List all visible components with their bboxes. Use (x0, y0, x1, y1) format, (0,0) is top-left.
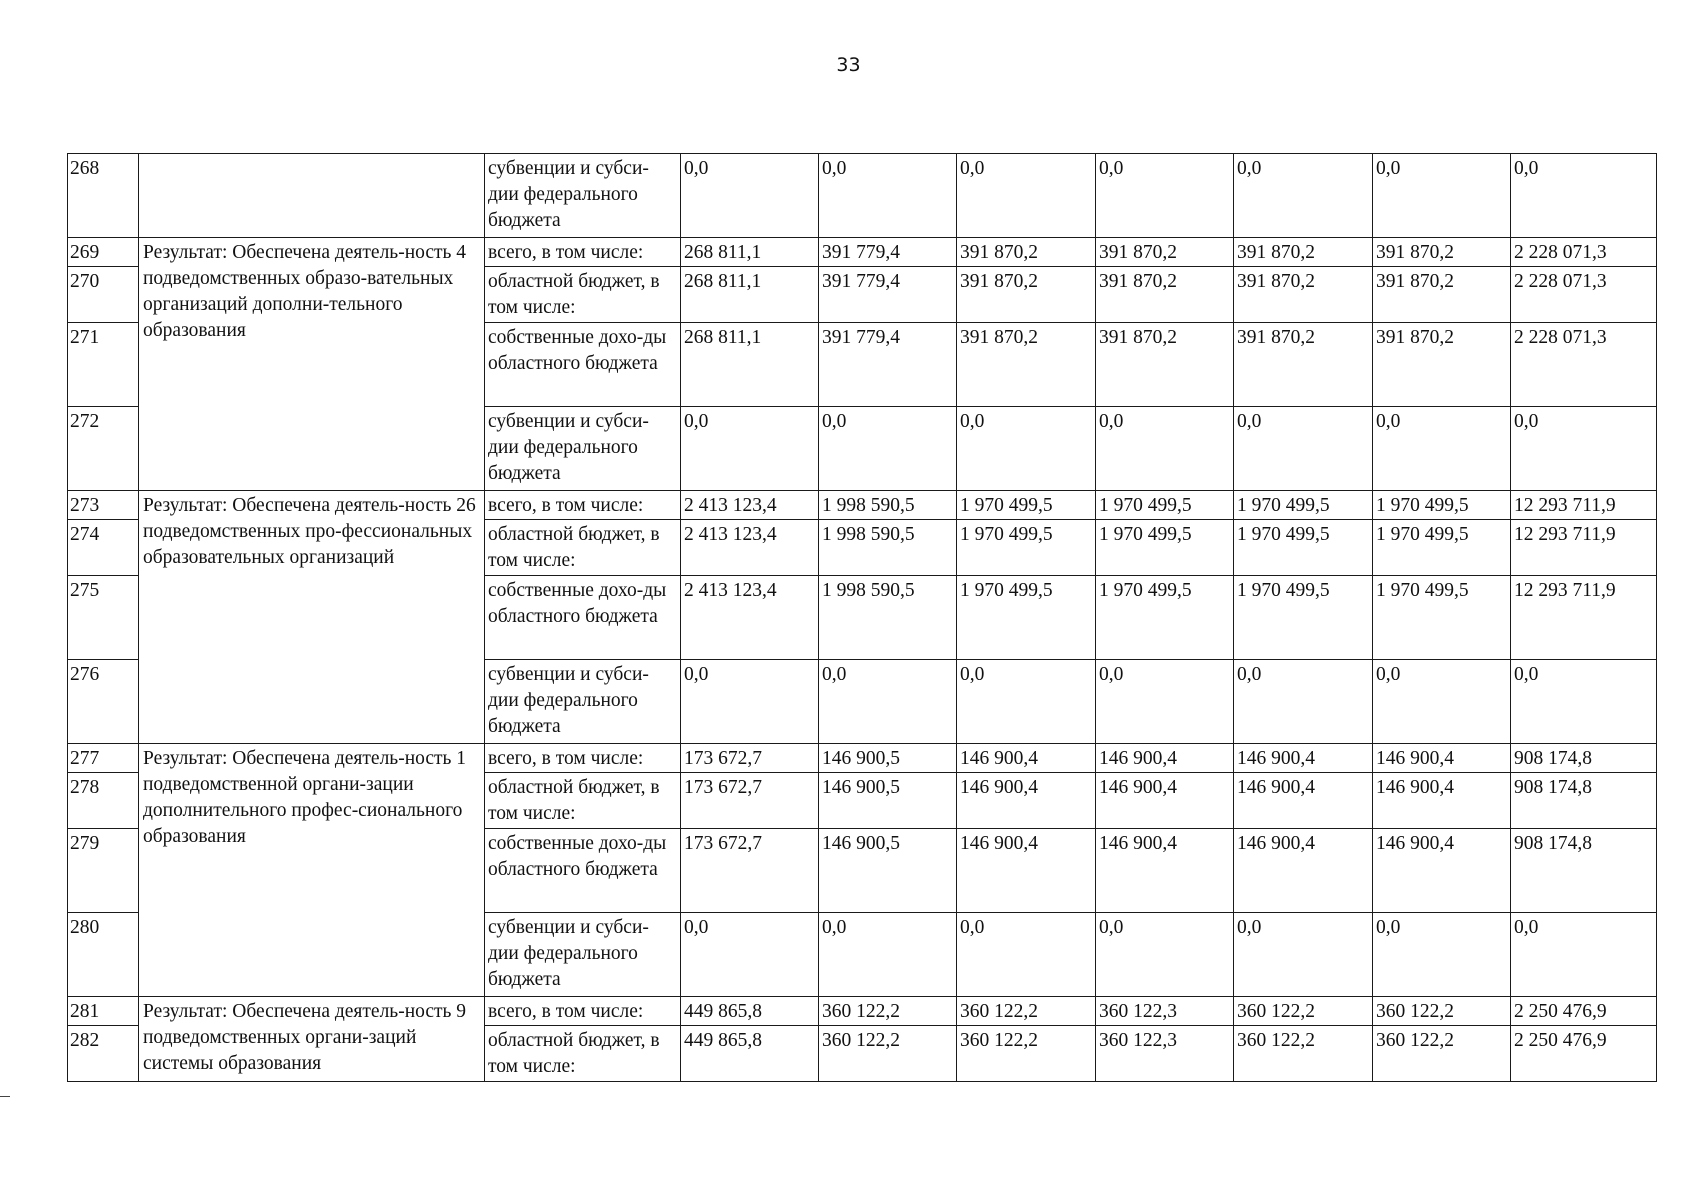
year-value: 1 998 590,5 (819, 576, 957, 660)
year-value: 360 122,3 (1096, 1026, 1234, 1082)
year-value: 0,0 (957, 154, 1096, 238)
funding-source: собственные дохо-ды областного бюджета (485, 829, 681, 913)
year-value: 391 870,2 (957, 267, 1096, 323)
year-value: 0,0 (1234, 154, 1373, 238)
year-value: 146 900,4 (957, 744, 1096, 773)
row-number: 282 (68, 1026, 139, 1082)
year-value: 360 122,2 (1234, 997, 1373, 1026)
result-description: Результат: Обеспечена деятель-ность 9 подведомственных органи-заций системы образования (139, 997, 485, 1082)
year-value: 146 900,4 (1234, 744, 1373, 773)
row-number: 275 (68, 576, 139, 660)
funding-source: субвенции и субси-дии федерального бюджета (485, 913, 681, 997)
funding-source: всего, в том числе: (485, 997, 681, 1026)
year-value: 360 122,2 (1234, 1026, 1373, 1082)
year-value: 173 672,7 (681, 773, 819, 829)
total-value: 12 293 711,9 (1511, 491, 1657, 520)
year-value: 173 672,7 (681, 829, 819, 913)
row-number: 272 (68, 407, 139, 491)
year-value: 1 970 499,5 (1234, 491, 1373, 520)
year-value: 360 122,2 (819, 1026, 957, 1082)
row-number: 280 (68, 913, 139, 997)
year-value: 0,0 (819, 660, 957, 744)
year-value: 0,0 (1096, 154, 1234, 238)
year-value: 449 865,8 (681, 997, 819, 1026)
year-value: 2 413 123,4 (681, 576, 819, 660)
budget-table (67, 153, 1657, 1082)
total-value: 2 250 476,9 (1511, 997, 1657, 1026)
year-value: 146 900,4 (1096, 744, 1234, 773)
funding-source: субвенции и субси-дии федерального бюджета (485, 407, 681, 491)
total-value: 0,0 (1511, 660, 1657, 744)
year-value: 391 870,2 (1234, 323, 1373, 407)
row-number: 277 (68, 744, 139, 773)
page-number: 33 (836, 54, 861, 76)
total-value: 12 293 711,9 (1511, 576, 1657, 660)
year-value: 360 122,2 (957, 1026, 1096, 1082)
year-value: 0,0 (681, 660, 819, 744)
funding-source: собственные дохо-ды областного бюджета (485, 323, 681, 407)
year-value: 449 865,8 (681, 1026, 819, 1082)
year-value: 0,0 (681, 154, 819, 238)
year-value: 146 900,4 (1096, 829, 1234, 913)
total-value: 0,0 (1511, 407, 1657, 491)
year-value: 1 970 499,5 (957, 491, 1096, 520)
year-value: 0,0 (1373, 407, 1511, 491)
row-number: 268 (68, 154, 139, 238)
total-value: 2 228 071,3 (1511, 238, 1657, 267)
year-value: 1 970 499,5 (1234, 576, 1373, 660)
row-number: 271 (68, 323, 139, 407)
year-value: 0,0 (681, 407, 819, 491)
year-value: 391 870,2 (1373, 323, 1511, 407)
year-value: 268 811,1 (681, 267, 819, 323)
year-value: 391 870,2 (1373, 267, 1511, 323)
row-number: 270 (68, 267, 139, 323)
year-value: 0,0 (1096, 660, 1234, 744)
total-value: 2 228 071,3 (1511, 267, 1657, 323)
year-value: 268 811,1 (681, 238, 819, 267)
row-number: 279 (68, 829, 139, 913)
year-value: 1 998 590,5 (819, 520, 957, 576)
year-value: 391 779,4 (819, 323, 957, 407)
year-value: 1 970 499,5 (1373, 576, 1511, 660)
year-value: 146 900,5 (819, 773, 957, 829)
year-value: 0,0 (957, 913, 1096, 997)
funding-source: всего, в том числе: (485, 238, 681, 267)
year-value: 360 122,2 (1373, 1026, 1511, 1082)
total-value: 908 174,8 (1511, 773, 1657, 829)
table-row (68, 744, 1657, 773)
total-value: 0,0 (1511, 154, 1657, 238)
year-value: 1 970 499,5 (957, 576, 1096, 660)
result-description: Результат: Обеспечена деятель-ность 4 подведомственных образо-вательных организаций дополни-тельного образования (139, 238, 485, 491)
year-value: 268 811,1 (681, 323, 819, 407)
year-value: 0,0 (1234, 913, 1373, 997)
year-value: 146 900,4 (1234, 773, 1373, 829)
funding-source: всего, в том числе: (485, 491, 681, 520)
total-value: 2 228 071,3 (1511, 323, 1657, 407)
total-value: 2 250 476,9 (1511, 1026, 1657, 1082)
year-value: 1 970 499,5 (1373, 520, 1511, 576)
year-value: 1 970 499,5 (1096, 576, 1234, 660)
year-value: 391 870,2 (957, 323, 1096, 407)
total-value: 0,0 (1511, 913, 1657, 997)
year-value: 360 122,2 (957, 997, 1096, 1026)
year-value: 146 900,4 (957, 829, 1096, 913)
total-value: 908 174,8 (1511, 829, 1657, 913)
year-value: 391 870,2 (1234, 267, 1373, 323)
year-value: 146 900,4 (1234, 829, 1373, 913)
year-value: 1 970 499,5 (1096, 491, 1234, 520)
result-description-continued (139, 154, 485, 238)
year-value: 1 970 499,5 (1234, 520, 1373, 576)
year-value: 0,0 (957, 660, 1096, 744)
year-value: 360 122,3 (1096, 997, 1234, 1026)
total-value: 12 293 711,9 (1511, 520, 1657, 576)
total-value: 908 174,8 (1511, 744, 1657, 773)
row-number: 281 (68, 997, 139, 1026)
row-number: 276 (68, 660, 139, 744)
row-number: 278 (68, 773, 139, 829)
row-number: 273 (68, 491, 139, 520)
result-description: Результат: Обеспечена деятель-ность 1 подведомственной органи-зации дополнительного профес-сионального образования (139, 744, 485, 997)
year-value: 0,0 (819, 913, 957, 997)
year-value: 146 900,4 (1373, 744, 1511, 773)
year-value: 391 779,4 (819, 238, 957, 267)
year-value: 360 122,2 (1373, 997, 1511, 1026)
year-value: 1 970 499,5 (1096, 520, 1234, 576)
year-value: 0,0 (1234, 660, 1373, 744)
year-value: 2 413 123,4 (681, 520, 819, 576)
year-value: 391 870,2 (957, 238, 1096, 267)
year-value: 391 779,4 (819, 267, 957, 323)
funding-source: субвенции и субси-дии федерального бюджета (485, 154, 681, 238)
result-description: Результат: Обеспечена деятель-ность 26 подведомственных про-фессиональных образовательных организаций (139, 491, 485, 744)
table-row (68, 997, 1657, 1026)
year-value: 146 900,4 (1373, 773, 1511, 829)
year-value: 0,0 (957, 407, 1096, 491)
funding-source: областной бюджет, в том числе: (485, 1026, 681, 1082)
year-value: 0,0 (1096, 407, 1234, 491)
year-value: 146 900,4 (1373, 829, 1511, 913)
funding-source: всего, в том числе: (485, 744, 681, 773)
funding-source: областной бюджет, в том числе: (485, 267, 681, 323)
table-row (68, 491, 1657, 520)
year-value: 0,0 (681, 913, 819, 997)
year-value: 0,0 (1373, 913, 1511, 997)
table-row (68, 154, 1657, 238)
year-value: 2 413 123,4 (681, 491, 819, 520)
margin-mark (0, 1096, 10, 1097)
row-number: 274 (68, 520, 139, 576)
table-row (68, 238, 1657, 267)
year-value: 0,0 (1096, 913, 1234, 997)
year-value: 146 900,5 (819, 829, 957, 913)
year-value: 391 870,2 (1096, 267, 1234, 323)
row-number: 269 (68, 238, 139, 267)
year-value: 1 998 590,5 (819, 491, 957, 520)
year-value: 146 900,4 (1096, 773, 1234, 829)
year-value: 1 970 499,5 (1373, 491, 1511, 520)
year-value: 0,0 (1234, 407, 1373, 491)
year-value: 0,0 (819, 154, 957, 238)
year-value: 391 870,2 (1373, 238, 1511, 267)
year-value: 391 870,2 (1234, 238, 1373, 267)
year-value: 391 870,2 (1096, 323, 1234, 407)
year-value: 173 672,7 (681, 744, 819, 773)
funding-source: собственные дохо-ды областного бюджета (485, 576, 681, 660)
year-value: 0,0 (819, 407, 957, 491)
year-value: 146 900,5 (819, 744, 957, 773)
year-value: 0,0 (1373, 660, 1511, 744)
year-value: 146 900,4 (957, 773, 1096, 829)
funding-source: областной бюджет, в том числе: (485, 520, 681, 576)
year-value: 391 870,2 (1096, 238, 1234, 267)
year-value: 360 122,2 (819, 997, 957, 1026)
funding-source: субвенции и субси-дии федерального бюджета (485, 660, 681, 744)
year-value: 1 970 499,5 (957, 520, 1096, 576)
year-value: 0,0 (1373, 154, 1511, 238)
funding-source: областной бюджет, в том числе: (485, 773, 681, 829)
